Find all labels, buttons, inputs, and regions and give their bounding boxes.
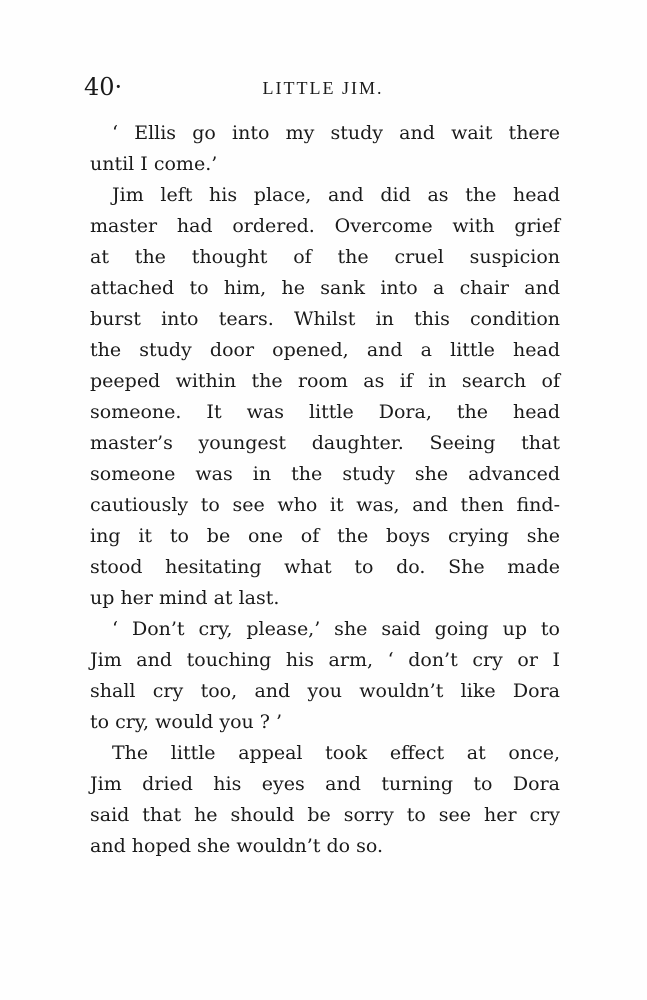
text-line: master’s youngest daughter. Seeing that: [90, 432, 560, 454]
text-line: Jim and touching his arm, ‘ don’t cry or I: [90, 649, 560, 671]
text-line: shall cry too, and you wouldn’t like Dora: [90, 680, 560, 702]
text-line: to cry, would you ? ’: [90, 711, 283, 733]
body-text: [90, 118, 560, 862]
text-line: cautiously to see who it was, and then find-: [90, 494, 560, 516]
text-line: ‘ Don’t cry, please,’ she said going up to: [112, 618, 560, 640]
page-number: 40·: [84, 73, 123, 101]
text-line: ing it to be one of the boys crying she: [90, 525, 560, 547]
text-line: Jim dried his eyes and turning to Dora: [90, 773, 560, 795]
text-line: said that he should be sorry to see her cry: [90, 804, 560, 826]
text-line: attached to him, he sank into a chair and: [90, 277, 560, 299]
text-line: someone was in the study she advanced: [90, 463, 560, 485]
text-line: peeped within the room as if in search of: [90, 370, 560, 392]
text-line: up her mind at last.: [90, 587, 280, 609]
text-line: until I come.’: [90, 153, 218, 175]
text-line: master had ordered. Overcome with grief: [90, 215, 560, 237]
text-line: The little appeal took effect at once,: [112, 742, 560, 764]
text-line: burst into tears. Whilst in this condition: [90, 308, 560, 330]
running-head: [84, 72, 562, 102]
text-line: ‘ Ellis go into my study and wait there: [112, 122, 560, 144]
text-line: Jim left his place, and did as the head: [112, 184, 560, 206]
text-line: someone. It was little Dora, the head: [90, 401, 560, 423]
running-title: LITTLE JIM.: [262, 78, 384, 98]
text-line: at the thought of the cruel suspicion: [90, 246, 560, 268]
text-line: and hoped she wouldn’t do so.: [90, 835, 383, 857]
text-line: stood hesitating what to do. She made: [90, 556, 560, 578]
text-line: the study door opened, and a little head: [90, 339, 560, 361]
